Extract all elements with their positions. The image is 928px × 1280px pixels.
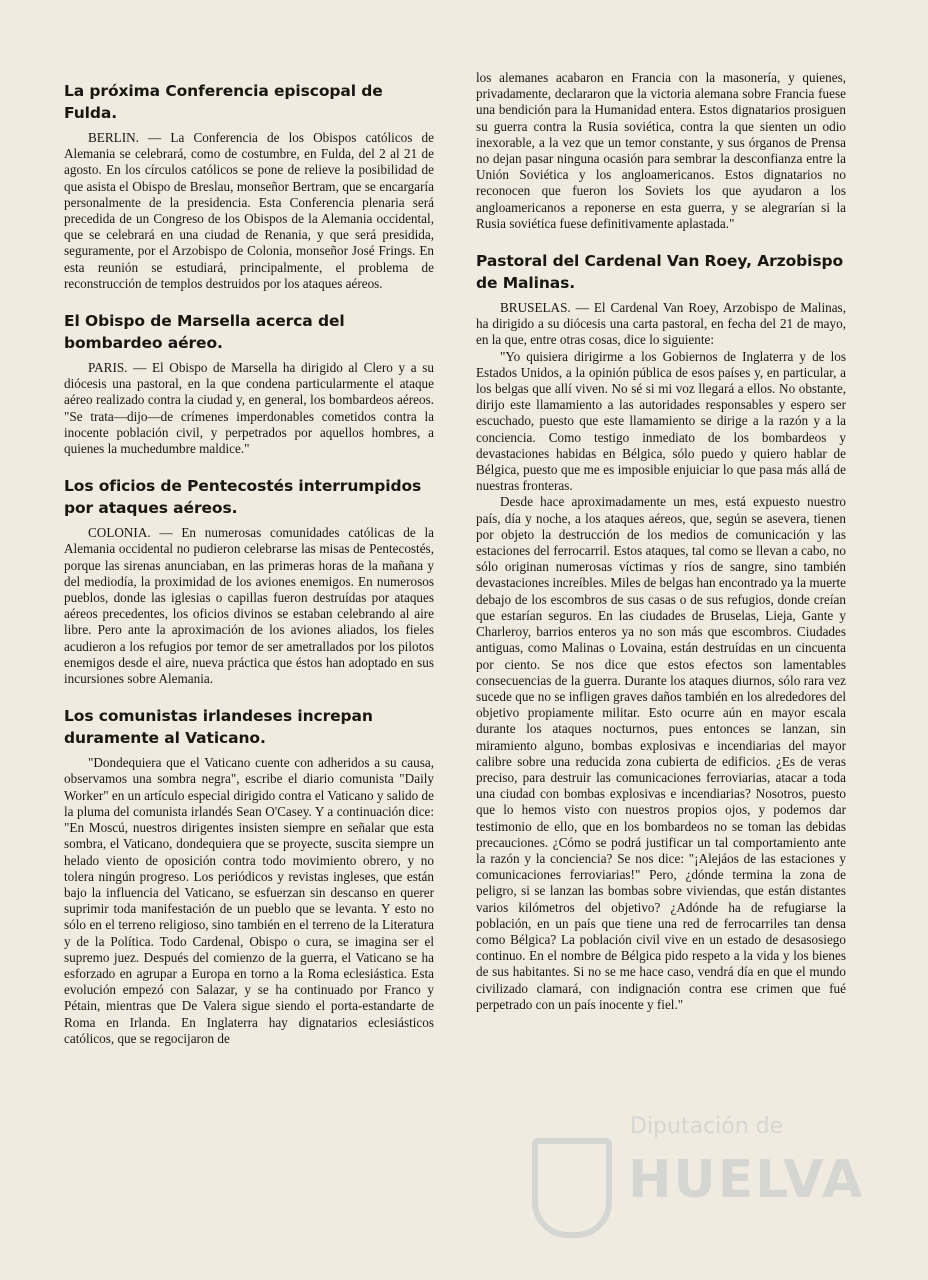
article-pentecostes [64,475,434,687]
shield-icon [532,1138,612,1238]
right-column [476,70,846,1031]
article-van-roey [476,250,846,1013]
article-paragraph: COLONIA. — En numerosas comunidades católicas de la Alemania occidental no pudieron celebrarse las misas de Pentecostés, porque las sirenas anunciaban, en las primeras horas de la mañana y del mediodía, la proximidad de los aviones enemigos. En numerosos pueblos, donde las iglesias o capillas fueron destruídas por ataques aéreos precedentes, los oficios divinos se estaban celebrando al aire libre. Pero ante la aproximación de los aviones aliados, los fieles acudieron a los refugios por temor de ser ametrallados por los pilotos enemigos desde el aire, nueva práctica que éstos han adoptado en sus incursiones sobre Alemania. [64,525,434,687]
article-fulda [64,80,434,292]
article-headline: Pastoral del Cardenal Van Roey, Arzobispo de Malinas. [476,252,844,293]
watermark-text: HUELVA [628,1150,865,1210]
article-paragraph: los alemanes acabaron en Francia con la masonería, y quienes, privadamente, declararon que la victoria alemana sobre Francia fuese una bendición para la Humanidad entera. Estos dignatarios prosiguen su guerra contra la Rusia soviética, contra la que sienten un odio inexorable, a la vez que un temor constante, y sus órganos de Prensa no dejan pasar ninguna ocasión para sembrar la desconfianza entre la Unión Soviética y los angloamericanos. Estos dignatarios no reconocen que fueron los Soviets los que ayudaron a los angloamericanos a reponerse en esta guerra, y se alegrarían si la Rusia soviética fuese definitivamente aplastada." [476,70,846,231]
article-continuation [476,70,846,232]
article-paragraph: "Dondequiera que el Vaticano cuente con adheridos a su causa, observamos una sombra negra", escribe el diario comunista "Daily Worker" en un artículo especial dirigido contra el Vaticano y salido de la pluma del comunista irlandés Sean O'Casey. Y a continuación dice: "En Moscú, nuestros dirigentes insisten siempre en señalar que esta sombra, el Vaticano, dondequiera que se proyecte, suscita siempre un helado viento de oposición contra todo movimiento obrero, y no tolera ningún progreso. Los periódicos y revistas ingleses, que están bajo la influencia del Vaticano, se esfuerzan sin descanso en querer suprimir toda manifestación de un pueblo que se levanta. Y esto no sólo en el terreno religioso, sino también en el terreno de la Literatura y de la Política. Todo Cardenal, Obispo o cura, se imagina ser el supremo juez. Después del comienzo de la guerra, el Vaticano se ha esforzado en agrupar a Europa en torno a la Roma eclesiástica. Esta evolución empezó con Salazar, y se ha continuado por Franco y Pétain, mientras que De Valera sigue siendo el porta-estandarte de Roma en Irlanda. En Inglaterra hay dignatarios eclesiásticos católicos, que se regocijaron de [64,755,434,1046]
article-paragraph: Desde hace aproximadamente un mes, está expuesto nuestro país, día y noche, a los ataques aéreos, que, según se asevera, tienen por objeto la destrucción de los medios de comunicación y las estaciones del ferrocarril. Estos ataques, tal como se llevan a cabo, no sólo originan numerosas víctimas y ríos de sangre, sino también devastaciones increíbles. Miles de belgas han encontrado ya la muerte debajo de los escombros de sus casas o de sus refugios, donde creían que estarían seguros. En las ciudades de Bruselas, Lieja, Gante y Charleroy, barrios enteros ya no son más que escombros. Ciudades antiguas, como Malinas o Lovaina, están destruídas en un cincuenta por ciento. Se nos dice que estos efectos son lamentables consecuencias de la guerra. Durante los ataques diurnos, sólo rara vez sucede que no se infligen graves daños también en los alrededores del objetivo propiamente militar. Esto ocurre aún en mayor escala durante los ataques nocturnos, pues entonces se lanzan, sin miramiento alguno, bombas explosivas e incendiarias del mayor calibre sobre una reducida zona cubierta de edificios. ¿Es de veras preciso, para destruir las comunicaciones ferroviarias, atacar a toda una ciudad con bombas explosivas e incendiarias? Nosotros, puesto que lo hemos visto con nuestros propios ojos, y podemos dar testimonio de ello, que en los bombardeos no se toman las debidas precauciones. ¿Cómo se podrá justificar un tal comportamiento ante la razón y la conciencia? Se nos dice: "¡Alejáos de las estaciones y comunicaciones ferroviarias!" Pero, ¿dónde termina la zona de peligro, si se lanzan las bombas sobre viviendas, que están distantes varios kilómetros del objetivo? ¿Adónde ha de refugiarse la población, en un país que tiene una red de ferrocarriles tan densa como Bélgica? La población civil vive en un estado de desasosiego continuo. En el nombre de Bélgica pido respeto a la vida y los bienes de sus habitantes. Si no se me hace caso, vendrá día en que el mundo civilizado clamará, con indignación contra ese crimen que fué perpetrado con un país inocente y fiel." [476,494,846,1012]
article-comunistas [64,705,434,1047]
watermark-small-text: Diputación de [630,1114,784,1139]
article-headline: La próxima Conferencia episcopal de Fulda. [64,82,383,122]
article-paragraph: BRUSELAS. — El Cardenal Van Roey, Arzobispo de Malinas, ha dirigido a su diócesis una carta pastoral, en fecha del 21 de mayo, en la que, entre otras cosas, dice lo siguiente: [476,300,846,348]
archive-watermark [520,1110,865,1260]
article-headline: El Obispo de Marsella acerca del bombardeo aéreo. [64,312,345,353]
article-paragraph: PARIS. — El Obispo de Marsella ha dirigido al Clero y a su diócesis una pastoral, en la que condena particularmente el ataque aéreo realizado contra la ciudad y, en general, los bombardeos aéreos. "Se trata—dijo—de crímenes imperdonables cometidos contra la inocente población civil, y perpetrados por aquellos hombres, a quienes la muchedumbre maldice." [64,360,434,457]
left-column [64,70,434,1065]
article-marsella [64,310,434,457]
article-paragraph: BERLIN. — La Conferencia de los Obispos católicos de Alemania se celebrará, como de costumbre, en Fulda, del 2 al 21 de agosto. En los círculos católicos se pone de relieve la posibilidad de que asista el Obispo de Breslau, monseñor Bertram, que se encargaría personalmente de la presidencia. Esta Conferencia plenaria será precedida de un Congreso de los Obispos de la Alemania occidental, que se celebrará en una ciudad de Renania, y que será presidida, seguramente, por el Arzobispo de Colonia, monseñor José Frings. En esta reunión se estudiará, principalmente, el problema de reconstrucción de templos destruidos por los ataques aéreos. [64,130,434,291]
article-headline: Los oficios de Pentecostés interrumpidos por ataques aéreos. [64,477,422,518]
article-headline: Los comunistas irlandeses increpan duramente al Vaticano. [64,707,373,748]
article-paragraph: "Yo quisiera dirigirme a los Gobiernos de Inglaterra y de los Estados Unidos, a la opinión pública de esos países y, en particular, a los belgas que allí viven. No sé si mi voz llegará a ellos. No obstante, dirijo este llamamiento a las autoridades responsables y espero ser escuchado, puesto que este llamamiento se dirige a la razón y a la conciencia. Como testigo inmediato de los bombardeos y devastaciones habidas en Bélgica, sólo puedo y quiero hablar de Bélgica, puesto que me es imposible enjuiciar lo que pasa más allá de nuestras fronteras. [476,348,846,494]
